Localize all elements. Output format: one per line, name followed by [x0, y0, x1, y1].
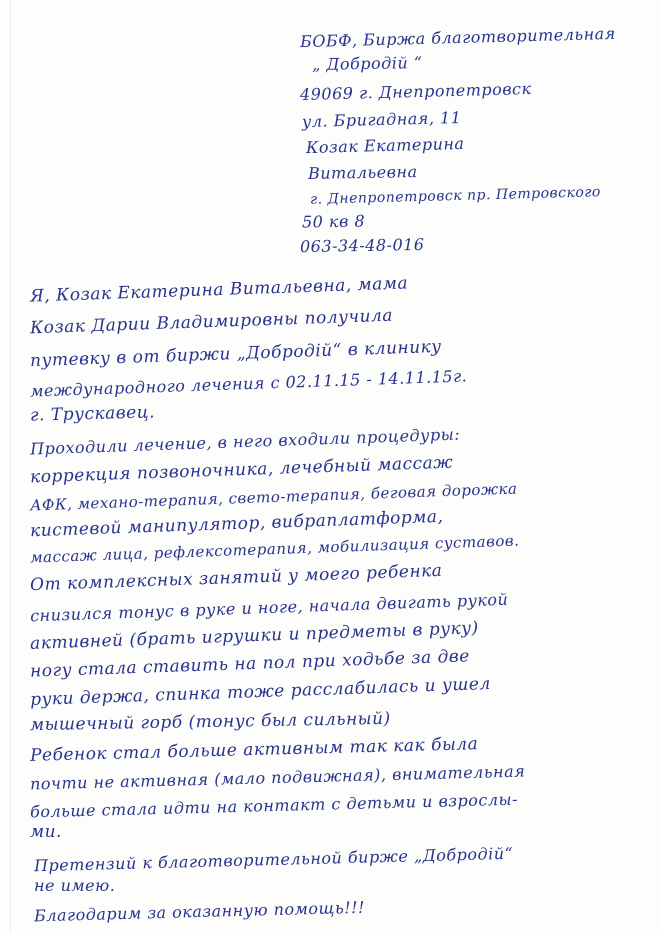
statement-line: ногу стала ставить на пол при ходьбе за две	[29, 646, 471, 682]
address-line: 063-34-48-016	[299, 234, 425, 257]
closing-line: не имею.	[34, 876, 116, 895]
statement-line: путевку в от биржи „Добродій“ в клинику	[29, 336, 442, 372]
address-line: Витальевна	[307, 162, 418, 183]
statement-line: Проходили лечение, в него входили процедуры:	[29, 424, 461, 459]
address-line: г. Днепропетровск пр. Петровского	[309, 184, 602, 208]
address-line: 49069 г. Днепропетровск	[299, 78, 532, 105]
statement-line: почти не активная (мало подвижная), внимательная	[29, 761, 526, 794]
statement-line: массаж лица, рефлексотерапия, мобилизация суставов.	[29, 531, 520, 567]
statement-line: Ребенок стал больше активным так как была	[29, 734, 479, 766]
closing-line: Претензий к благотворительной бирже „Добродій“	[33, 843, 514, 876]
address-line: „ Добродій “	[311, 53, 423, 74]
statement-line: Я, Козак Екатерина Витальевна, мама	[29, 273, 409, 307]
statement-line: г. Трускавец.	[29, 402, 156, 426]
statement-line: больше стала идти на контакт с детьми и взрослы-	[29, 789, 519, 822]
closing-line: Благодарим за оказанную помощь!!!	[33, 897, 366, 926]
statement-line: ми.	[30, 822, 62, 842]
statement-line: АФК, механо-терапия, свето-терапия, беговая дорожка	[29, 479, 518, 515]
statement-line: снизился тонус в руке и ноге, начала двигать рукой	[29, 589, 509, 626]
statement-line: активней (брать игрушки и предметы в руку)	[29, 618, 480, 654]
statement-line: коррекция позвоночника, лечебный массаж	[29, 452, 454, 488]
address-line: Козак Екатерина	[305, 133, 465, 158]
statement-line: От комплексных занятий у моего ребенка	[29, 560, 443, 596]
statement-line: международного лечения с 02.11.15 - 14.11.15г.	[29, 366, 468, 401]
statement-line: Козак Дарии Владимировны получила	[29, 305, 394, 339]
statement-line: руки держа, спинка тоже расслабилась и ушел	[29, 673, 492, 711]
page-margin	[10, 0, 11, 933]
statement-line: кистевой манипулятор, вибраплатформа,	[29, 506, 444, 542]
address-line: БОБФ, Биржа благотворительная	[299, 23, 616, 52]
address-line: ул. Бригадная, 11	[301, 107, 462, 132]
address-line: 50 кв 8	[301, 211, 366, 232]
statement-line: мышечный горб (тонус был сильный)	[29, 708, 391, 736]
